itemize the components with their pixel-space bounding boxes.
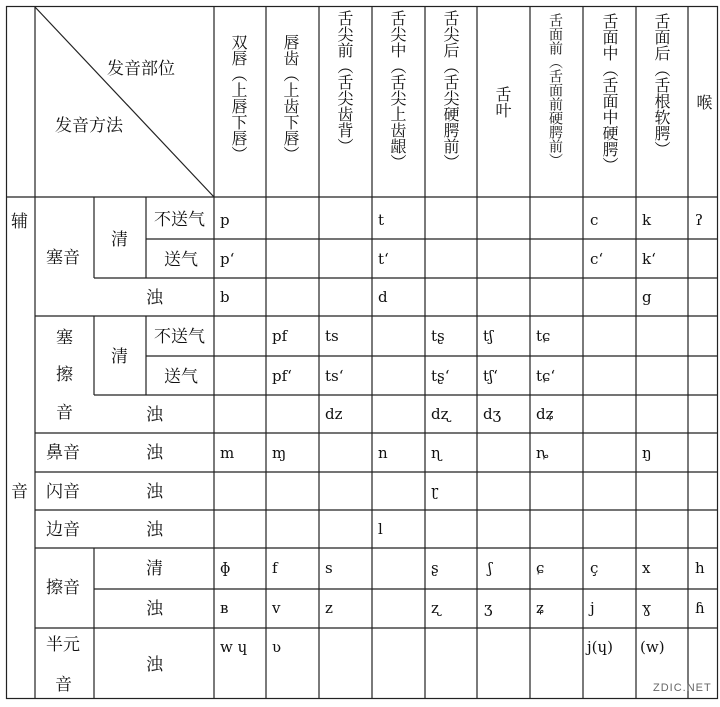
cell-fric-vd-alveolopalatal: ʑ (536, 599, 545, 617)
col-header-alveolar: 舌尖中（舌尖上齿龈） (388, 10, 407, 170)
cell-fric-vd-velar: ɣ (642, 599, 651, 617)
stop-label: 塞音 (46, 248, 80, 268)
cell-aff-u-alveolopalatal: tɕ (536, 327, 551, 345)
cell-fric-vl-labiodental: f (272, 559, 278, 577)
cell-flap-retroflex: ɽ (431, 482, 439, 500)
cell-aff-v-alveolopalatal: dʑ (536, 405, 555, 423)
cell-fric-vl-retroflex: ʂ (431, 559, 439, 577)
cell-stop-u-alveolar: t (378, 211, 385, 229)
cell-stop-a-alveolar: t‘ (378, 250, 389, 268)
cell-fric-vd-labiodental: v (272, 599, 281, 617)
cell-stop-a-velar: k‘ (642, 250, 656, 268)
cell-stop-u-velar: k (642, 211, 652, 229)
stop-voiced-label: 浊 (146, 288, 163, 308)
fric-voiceless-label: 清 (146, 559, 163, 579)
method-label: 发音方法 (55, 116, 123, 136)
col-header-labiodental: 唇齿（上齿下唇） (281, 34, 300, 162)
cell-fric-vl-palatal: ç (590, 559, 599, 577)
stop-aspirated-label: 送气 (164, 250, 198, 270)
cell-fric-vl-laminal: ʃ (488, 559, 493, 577)
nasal-voiced-label: 浊 (146, 443, 163, 463)
cell-fric-vl-velar: x (642, 559, 651, 577)
col-header-dental: 舌尖前（舌尖齿背） (335, 10, 354, 154)
cell-stop-u-glottal: ʔ (695, 211, 704, 229)
flap-label: 闪音 (46, 482, 80, 502)
cell-stop-v-bilabial: b (220, 288, 230, 306)
cell-aff-v-retroflex: dʐ (431, 405, 450, 423)
cell-aff-v-dental: dz (325, 405, 343, 423)
affricate-label-3: 音 (56, 403, 73, 423)
cell-nasal-velar: ŋ (642, 444, 652, 462)
cell-aff-a-laminal: tʃ‘ (483, 367, 498, 385)
cell-aff-u-dental: ts (325, 327, 339, 345)
cell-semi-velar: (w) (640, 638, 665, 656)
stop-unaspirated-label: 不送气 (154, 210, 205, 230)
cell-semi-palatal: j(ɥ) (587, 638, 614, 656)
cell-semi-bilabial: w ɥ (220, 638, 248, 656)
aff-voiceless-label: 清 (111, 347, 128, 367)
col-header-retroflex: 舌尖后（舌尖硬腭前） (441, 10, 460, 170)
cell-fric-vd-laminal: ʒ (484, 599, 493, 617)
cell-stop-a-bilabial: p‘ (220, 250, 235, 268)
col-header-palatal: 舌面中（舌面中硬腭） (600, 13, 619, 173)
cell-aff-v-laminal: dʒ (483, 405, 502, 423)
cell-nasal-alveolar: n (378, 444, 388, 462)
cell-semi-labiodental: ʋ (272, 638, 282, 656)
col-header-glottal: 喉 (694, 94, 713, 110)
cell-stop-a-palatal: c‘ (590, 250, 604, 268)
cell-fric-vl-bilabial: ɸ (220, 559, 231, 577)
fric-voiced-label: 浊 (146, 599, 163, 619)
cell-fric-vd-glottal: ɦ (695, 599, 705, 617)
cell-fric-vl-dental: s (325, 559, 333, 577)
cell-fric-vd-dental: z (325, 599, 333, 617)
cell-lateral-alveolar: l (378, 520, 383, 538)
aff-unaspirated-label: 不送气 (154, 327, 205, 347)
semivowel-label-2: 音 (55, 675, 72, 695)
cell-aff-a-dental: ts‘ (325, 367, 344, 385)
aff-voiced-label: 浊 (146, 405, 163, 425)
cell-aff-u-labiodental: pf (272, 327, 288, 345)
cell-aff-a-alveolopalatal: tɕ‘ (536, 367, 556, 385)
consonant-label-bottom: 音 (11, 482, 28, 502)
aff-aspirated-label: 送气 (164, 367, 198, 387)
cell-stop-v-velar: g (642, 288, 652, 306)
fricative-label: 擦音 (46, 578, 80, 598)
col-header-bilabial: 双唇（上唇下唇） (229, 34, 248, 162)
cell-fric-vd-palatal: j (590, 599, 595, 617)
cell-nasal-alveolopalatal: ȵ (536, 444, 549, 462)
cell-nasal-retroflex: ɳ (431, 444, 442, 462)
semi-voiced-label: 浊 (146, 655, 163, 675)
semivowel-label-1: 半元 (46, 635, 80, 655)
nasal-label: 鼻音 (46, 443, 80, 463)
cell-nasal-labiodental: ɱ (272, 444, 287, 462)
place-label: 发音部位 (107, 59, 175, 79)
cell-fric-vl-glottal: h (695, 559, 705, 577)
col-header-velar: 舌面后（舌根软腭） (652, 13, 671, 157)
affricate-label-2: 擦 (56, 365, 73, 385)
cell-aff-a-retroflex: tʂ‘ (431, 367, 450, 385)
affricate-label-1: 塞 (56, 328, 73, 348)
cell-aff-a-labiodental: pf‘ (272, 367, 292, 385)
cell-stop-v-alveolar: d (378, 288, 388, 306)
col-header-alveolopalatal: 舌面前（舌面前硬腭前） (547, 13, 563, 167)
lateral-label: 边音 (46, 520, 80, 540)
cell-nasal-bilabial: m (220, 444, 235, 462)
cell-stop-u-palatal: c (590, 211, 599, 229)
cell-fric-vd-retroflex: ʐ (431, 599, 440, 617)
watermark: ZDIC.NET (653, 682, 712, 694)
stop-voiceless-label: 清 (111, 230, 128, 250)
cell-fric-vl-alveolopalatal: ɕ (536, 559, 545, 577)
consonant-label-top: 辅 (11, 212, 28, 232)
lateral-voiced-label: 浊 (146, 520, 163, 540)
cell-aff-u-laminal: tʃ (483, 327, 494, 345)
cell-fric-vd-bilabial: ʙ (220, 599, 229, 617)
col-header-laminal: 舌叶 (493, 86, 512, 118)
flap-voiced-label: 浊 (146, 482, 163, 502)
cell-aff-u-retroflex: tʂ (431, 327, 445, 345)
cell-stop-u-bilabial: p (220, 211, 230, 229)
